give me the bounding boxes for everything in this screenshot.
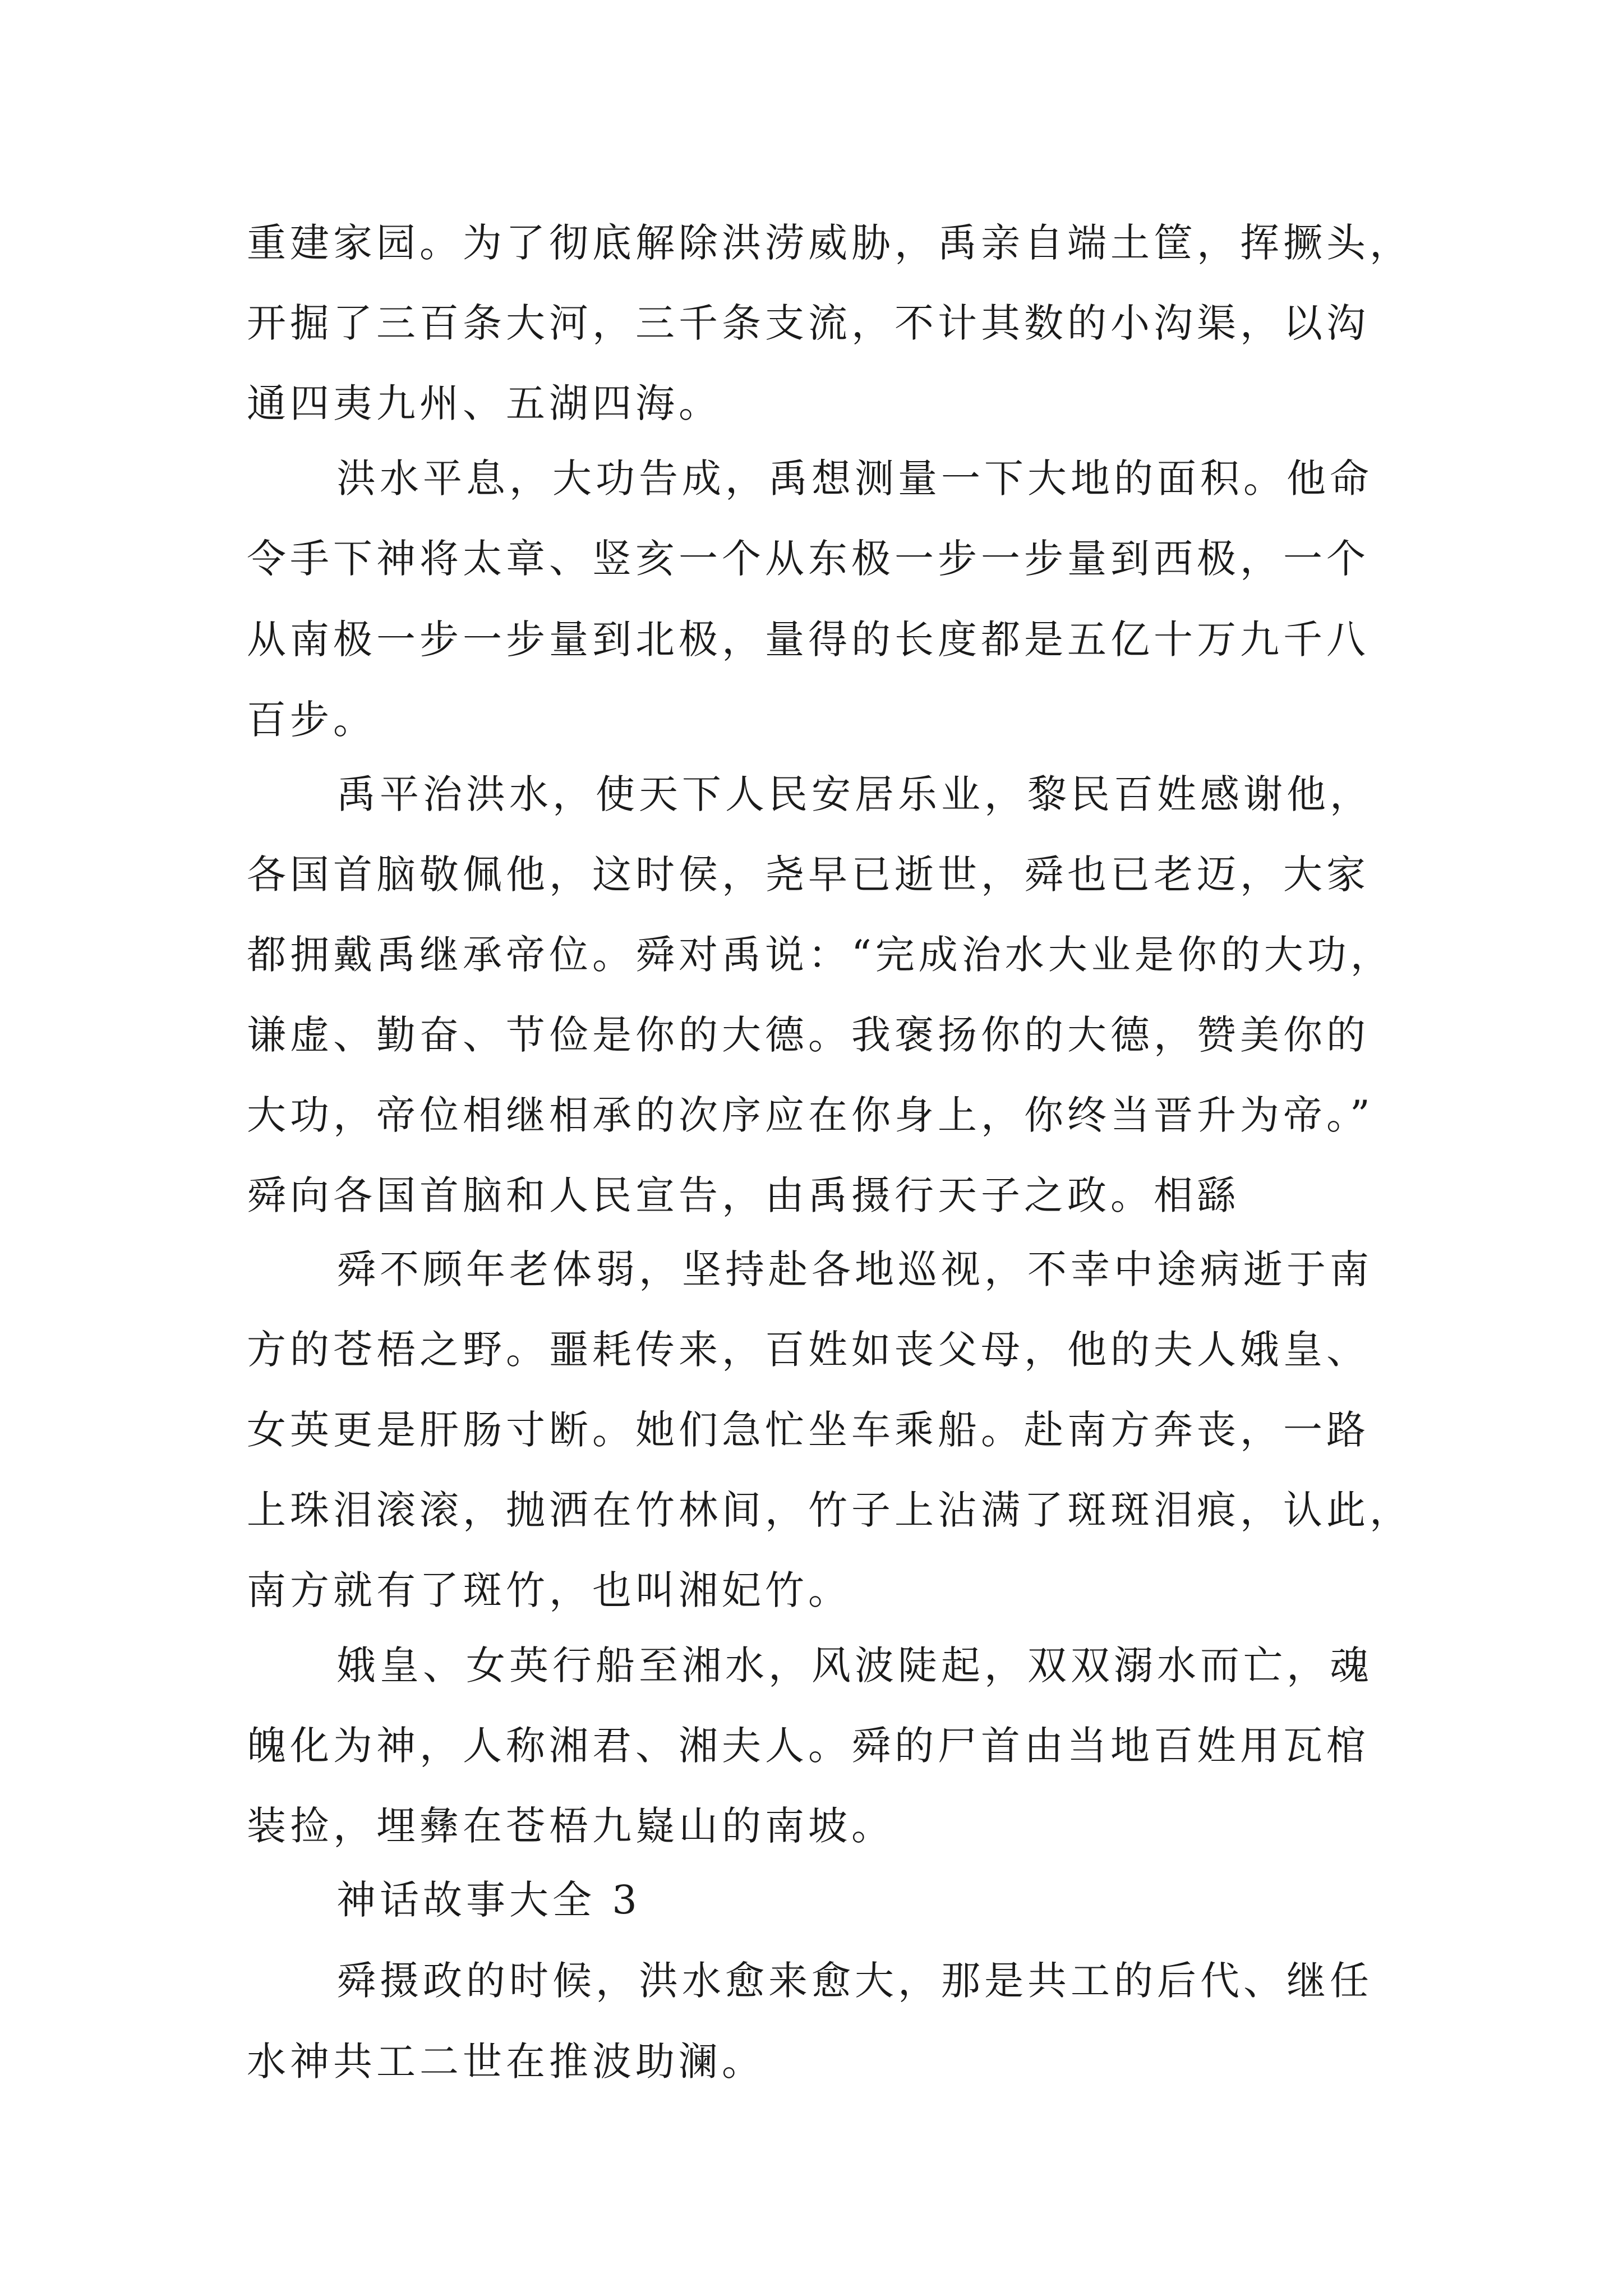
text-line: 谦虚、勤奋、节俭是你的大德。我褒扬你的大德，赞美你的 xyxy=(247,1012,1370,1058)
text-line: 娥皇、女英行船至湘水，风波陡起，双双溺水而亡，魂 xyxy=(336,1642,1373,1688)
text-line: 开掘了三百条大河，三千条支流，不计其数的小沟渠，以沟 xyxy=(247,300,1370,346)
text-line: 重建家园。为了彻底解除洪涝威胁，禹亲自端土筐，挥撅头， xyxy=(247,220,1413,266)
text-line: 女英更是肝肠寸断。她们急忙坐车乘船。赴南方奔丧，一路 xyxy=(247,1407,1370,1453)
section-heading: 神话故事大全 3 xyxy=(336,1877,641,1923)
text-line: 百步。 xyxy=(247,697,376,743)
text-line: 大功，帝位相继相承的次序应在你身上，你终当晋升为帝。” xyxy=(247,1092,1374,1138)
text-line: 水神共工二世在推波助澜。 xyxy=(247,2039,765,2085)
text-line: 南方就有了斑竹，也叫湘妃竹。 xyxy=(247,1567,851,1613)
text-line: 通四夷九州、五湖四海。 xyxy=(247,380,722,426)
text-line: 各国首脑敬佩他，这时侯，尧早已逝世，舜也已老迈，大家 xyxy=(247,852,1370,898)
text-line: 舜向各国首脑和人民宣告，由禹摄行天子之政。相繇 xyxy=(247,1172,1240,1218)
text-line: 都拥戴禹继承帝位。舜对禹说：“完成治水大业是你的大功， xyxy=(247,932,1394,978)
text-line: 从南极一步一步量到北极，量得的长度都是五亿十万九千八 xyxy=(247,616,1370,662)
text-line: 洪水平息，大功告成，禹想测量一下大地的面积。他命 xyxy=(336,455,1373,501)
text-line: 舜不顾年老体弱，坚持赴各地巡视，不幸中途病逝于南 xyxy=(336,1246,1373,1292)
text-line: 舜摄政的时候，洪水愈来愈大，那是共工的后代、继任 xyxy=(336,1958,1373,2004)
text-line: 魄化为神，人称湘君、湘夫人。舜的尸首由当地百姓用瓦棺 xyxy=(247,1723,1370,1769)
text-line: 禹平治洪水，使天下人民安居乐业，黎民百姓感谢他， xyxy=(336,771,1373,817)
text-line: 令手下神将太章、竖亥一个从东极一步一步量到西极，一个 xyxy=(247,536,1370,582)
text-line: 方的苍梧之野。噩耗传来，百姓如丧父母，他的夫人娥皇、 xyxy=(247,1327,1370,1373)
text-line: 上珠泪滚滚，抛洒在竹林间，竹子上沾满了斑斑泪痕，认此， xyxy=(247,1487,1413,1533)
text-line: 装捡，埋彝在苍梧九嶷山的南坡。 xyxy=(247,1803,895,1849)
